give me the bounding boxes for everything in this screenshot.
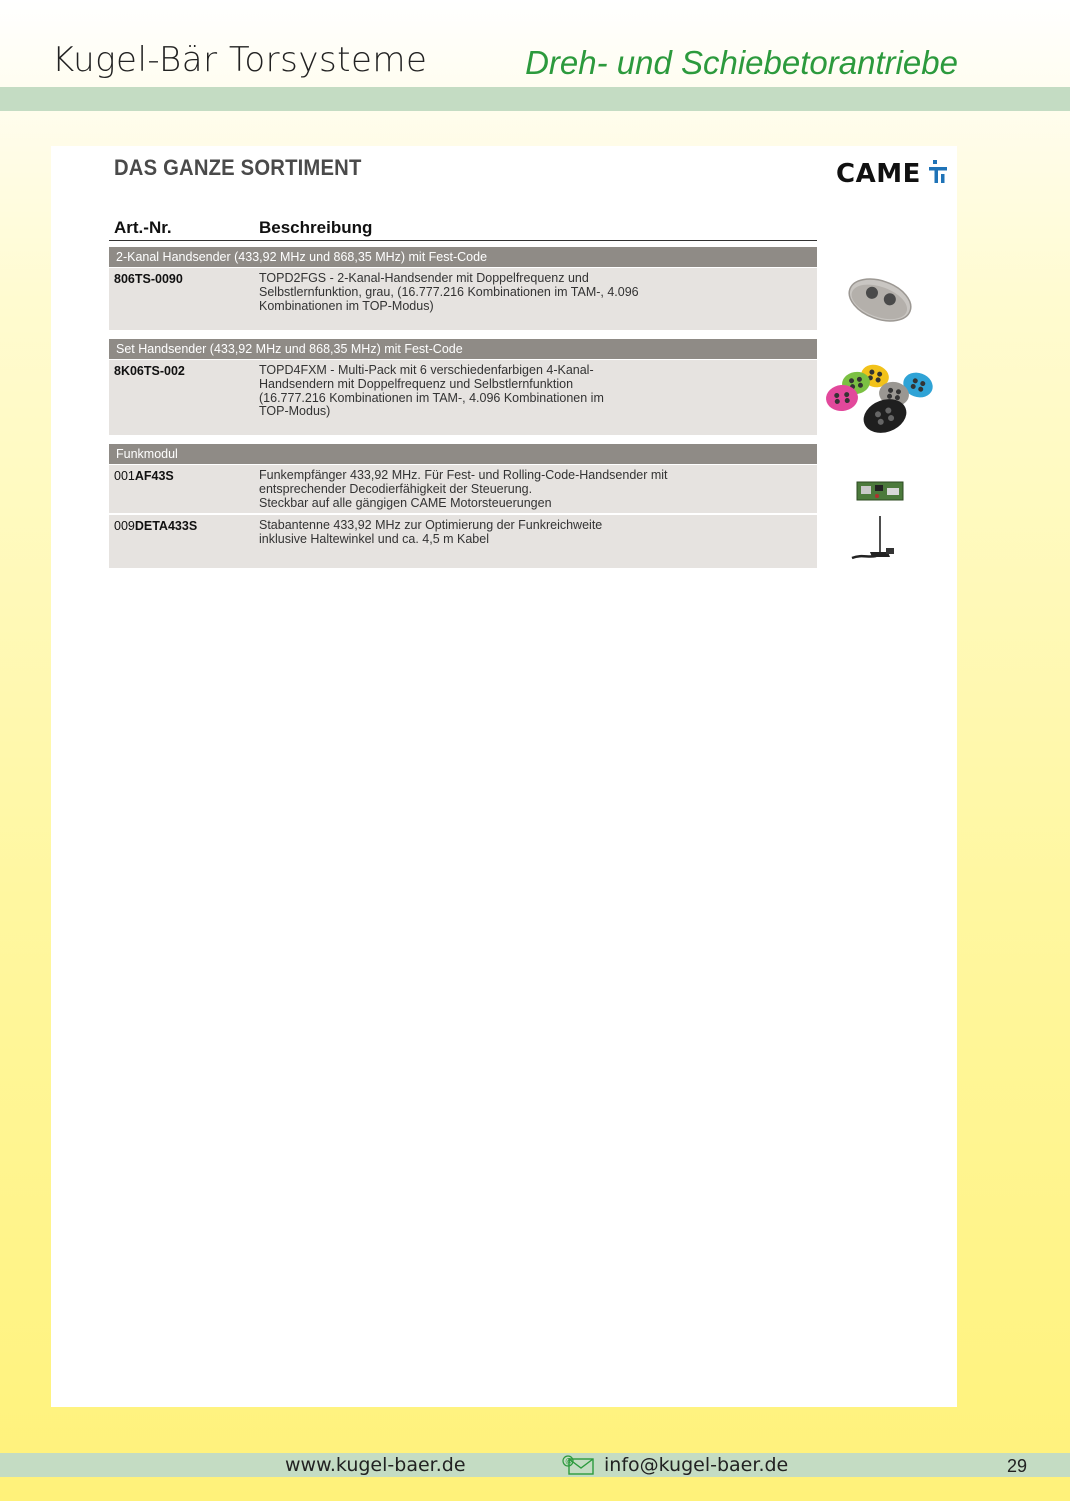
article-description: TOPD4FXM - Multi-Pack mit 6 verschiedenfarbigen 4-Kanal- Handsendern mit Doppelfrequenz und Selbstlernfunktion (16.777.216 Kombinationen im TAM-, 4.096 Kombinationen im TOP-Modus) xyxy=(259,363,604,419)
section-header: Funkmodul xyxy=(109,444,817,464)
article-number: 001AF43S xyxy=(114,469,174,483)
article-number: 806TS-0090 xyxy=(114,272,183,286)
footer-email-link[interactable]: info@kugel-baer.de xyxy=(604,1454,789,1476)
table-row xyxy=(109,360,817,435)
table-row xyxy=(109,515,817,568)
colored-remotes-icon xyxy=(820,358,940,438)
svg-text:@: @ xyxy=(565,1457,573,1466)
page-title: DAS GANZE SORTIMENT xyxy=(114,155,362,180)
article-description: Stabantenne 433,92 MHz zur Optimierung der Funkreichweite inklusive Haltewinkel und ca. 4,5 m Kabel xyxy=(259,518,603,546)
table-row xyxy=(109,465,817,513)
table-row xyxy=(109,268,817,330)
article-description: TOPD2FGS - 2-Kanal-Handsender mit Doppelfrequenz und Selbstlernfunktion, grau, (16.777.216 Kombinationen im TAM-, 4.096 Kombinationen im TOP-Modus) xyxy=(259,271,639,313)
content-panel xyxy=(51,146,957,1407)
article-number: 009DETA433S xyxy=(114,519,198,533)
footer-band xyxy=(0,1453,1070,1477)
header-rule xyxy=(109,240,817,241)
article-number: 8K06TS-002 xyxy=(114,364,185,378)
category-title: Dreh- und Schiebetorantriebe xyxy=(525,44,958,81)
header-band xyxy=(0,87,1070,111)
section-header: Set Handsender (433,92 MHz und 868,35 MHz) mit Fest-Code xyxy=(109,339,817,359)
section-header: 2-Kanal Handsender (433,92 MHz und 868,35 MHz) mit Fest-Code xyxy=(109,247,817,267)
brand-logo xyxy=(836,157,949,191)
receiver-board-icon xyxy=(855,476,907,504)
mail-icon xyxy=(561,1454,595,1476)
company-title: Kugel-Bär Torsysteme xyxy=(52,40,428,80)
grey-remote-icon xyxy=(845,272,915,328)
footer-website-link[interactable]: www.kugel-baer.de xyxy=(285,1454,466,1476)
came-logo-icon xyxy=(927,160,949,188)
column-header-art-nr: Art.-Nr. xyxy=(114,218,172,237)
article-description: Funkempfänger 433,92 MHz. Für Fest- und Rolling-Code-Handsender mit entsprechender Decodierfähigkeit der Steuerung. Steckbar auf alle gängigen CAME Motorsteuerungen xyxy=(259,468,668,510)
brand-name: CAME xyxy=(836,159,921,189)
page-number: 29 xyxy=(1007,1456,1028,1476)
column-header-description: Beschreibung xyxy=(259,218,373,237)
antenna-icon xyxy=(848,514,900,564)
